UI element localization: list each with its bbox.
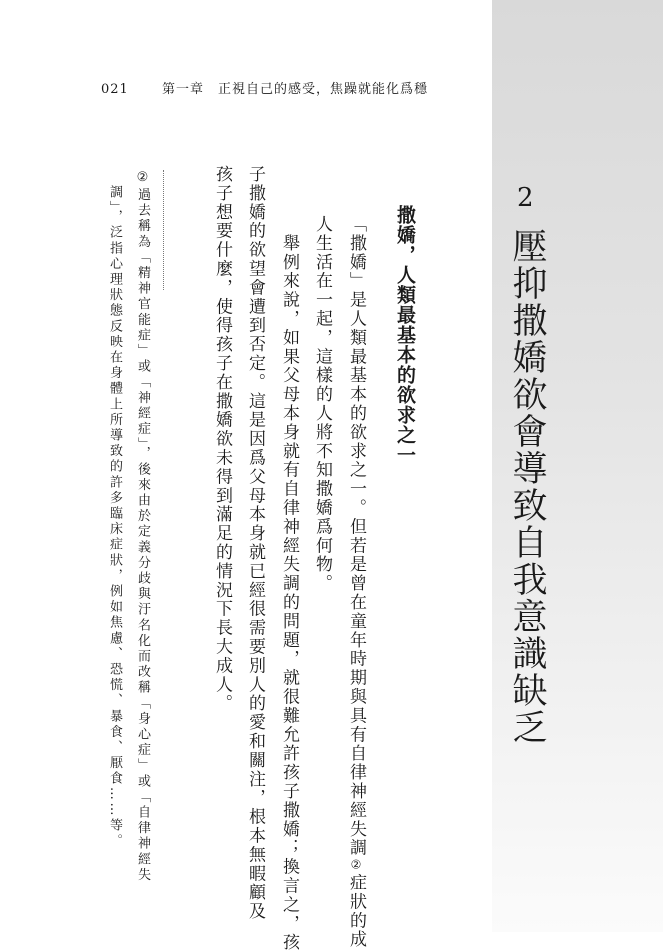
footnote-line-2: 調」，泛指心理狀態反映在身體上所導致的許多臨床症狀，例如焦慮、恐慌、暴食、厭食……等。 [107,185,122,850]
running-title: 第一章 正視自己的感受，焦躁就能化爲穩 [161,82,428,97]
body-line-3: 舉例來說，如果父母本身就有自律神經失調的問題，就很難允許孩子撒嬌；換言之，孩 [279,215,299,952]
footnote-marker: ② [135,170,150,188]
body-line-2: 人生活在一起，這樣的人將不知撒嬌爲何物。 [312,215,332,593]
body-line-1-text: 「撒嬌」是人類最基本的欲求之一。但若是曾在童年時期與具有自律神經失調 [346,215,366,858]
running-header [101,78,428,97]
body-line-4: 子撒嬌的欲望會遭到否定。這是因爲父母本身就已經很需要別人的愛和關注，根本無暇顧及 [245,165,265,921]
footnote-line-1 [136,170,149,883]
section-heading: 撒嬌，人類最基本的欲求之一 [394,205,416,465]
footnote-line-1-text: 過去稱為「精神官能症」或「神經症」，後來由於定義分歧與汙名化而改稱「身心症」或「自律神經失 [135,187,150,884]
page-number: 021 [101,82,129,97]
chapter-number: 2 [517,183,534,213]
chapter-title: 壓抑撒嬌欲會導致自我意識缺乏 [507,228,547,746]
body-line-1 [347,215,364,949]
body-line-1-tail: 症狀的成 [346,873,366,950]
footnote-divider [163,170,165,290]
footnote-ref: ② [349,857,363,874]
body-line-5: 孩子想要什麼，使得孩子在撒嬌欲未得到滿足的情況下長大成人。 [212,165,232,714]
